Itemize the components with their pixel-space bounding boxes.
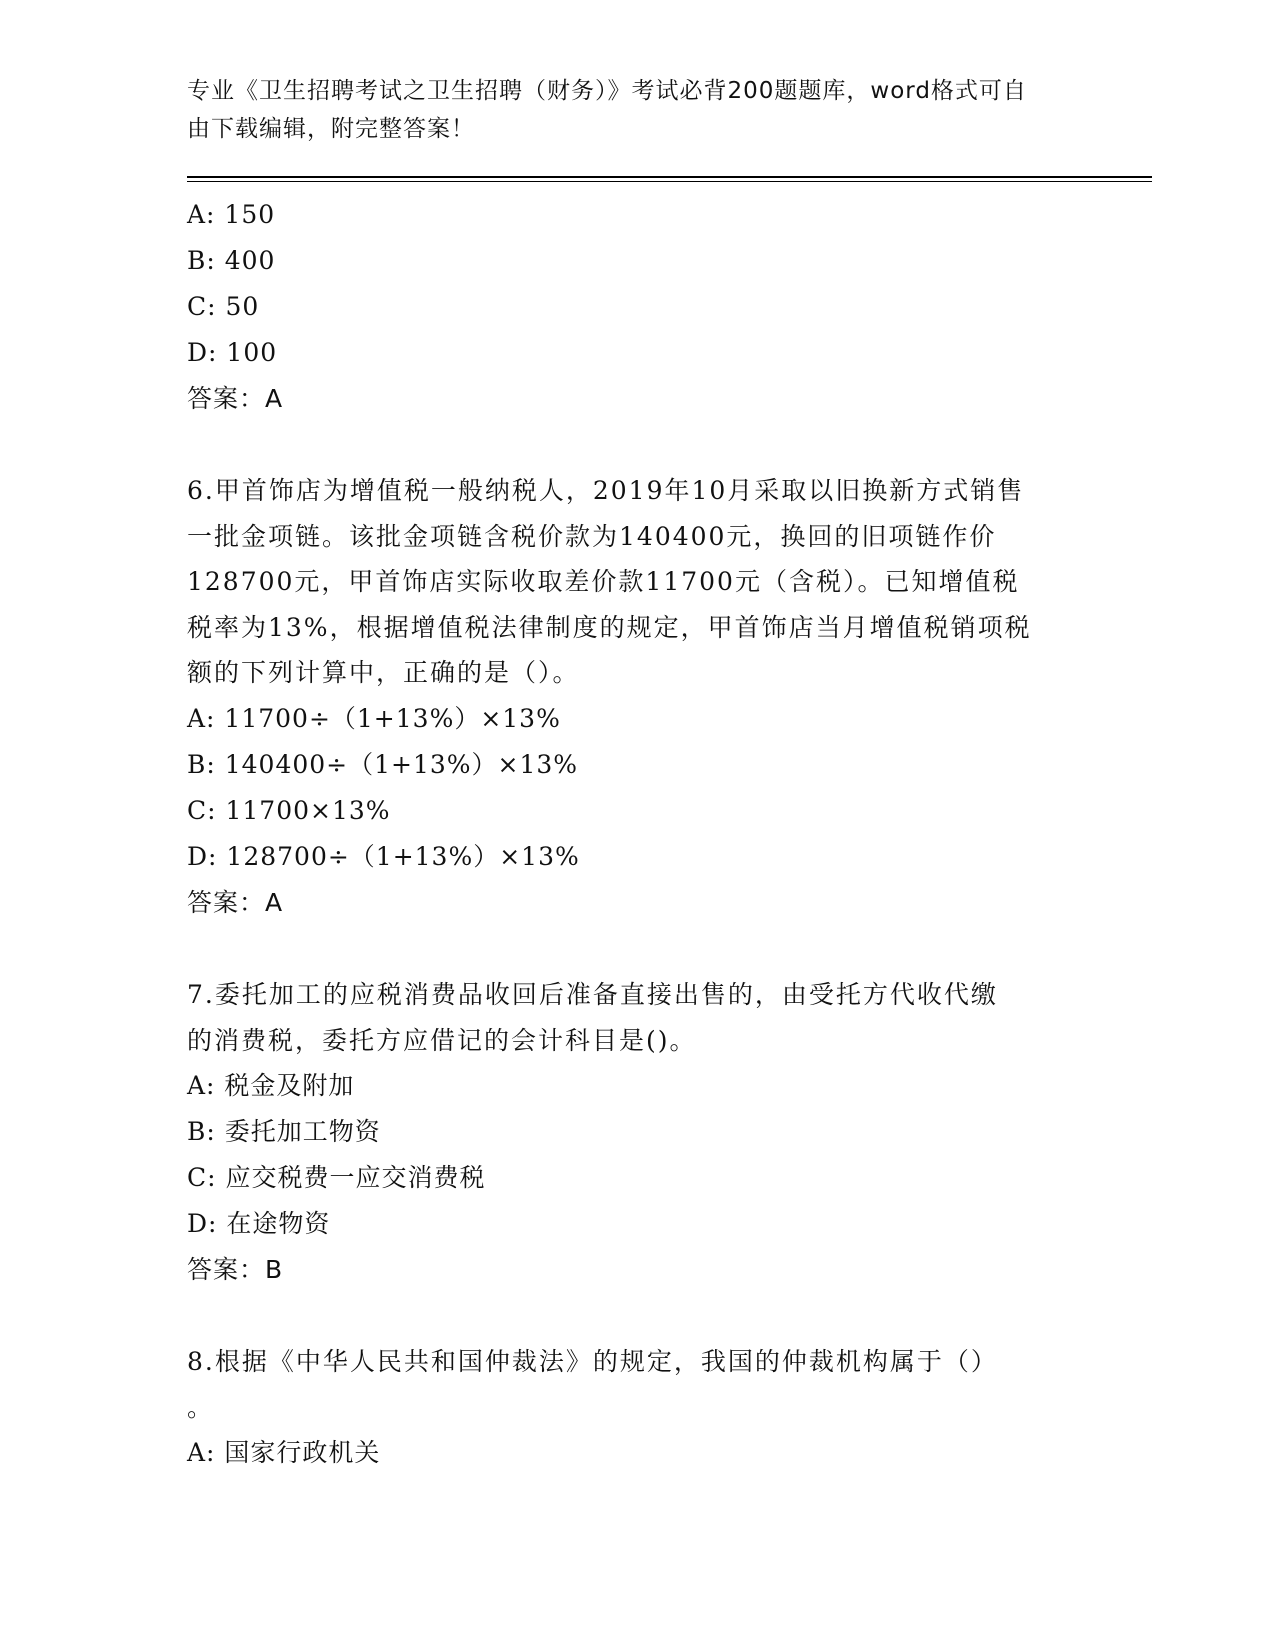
option-c: C: 50 (187, 292, 260, 321)
document-body (187, 192, 1087, 1476)
question-text-line: 128700元，甲首饰店实际收取差价款11700元（含税）。已知增值税 (187, 567, 1020, 597)
option-d: D: 在途物资 (187, 1209, 331, 1239)
header-line-2: 由下载编辑，附完整答案！ (187, 116, 475, 142)
option-b: B: 委托加工物资 (187, 1117, 381, 1147)
question-7 (187, 972, 1082, 1063)
header-line-1: 专业《卫生招聘考试之卫生招聘（财务）》考试必背200题题库，word格式可自 (187, 78, 1027, 104)
question-text-line: 额的下列计算中，正确的是（）。 (187, 658, 580, 688)
question-text-line: 7.委托加工的应税消费品收回后准备直接出售的，由受托方代收代缴 (187, 979, 998, 1009)
option-a: A: 150 (187, 200, 276, 229)
option-c: C: 应交税费一应交消费税 (187, 1163, 486, 1193)
option-a: A: 税金及附加 (187, 1071, 355, 1101)
answer: 答案：A (187, 384, 284, 413)
question-5-block (187, 192, 1087, 422)
question-text-line: 6.甲首饰店为增值税一般纳税人，2019年10月采取以旧换新方式销售 (187, 476, 1025, 505)
option-a: A: 国家行政机关 (187, 1438, 381, 1468)
option-d: D: 128700÷（1+13%）×13% (187, 841, 580, 871)
question-text-line: 税率为13%，根据增值税法律制度的规定，甲首饰店当月增值税销项税 (187, 612, 1032, 642)
document-header (187, 72, 1067, 148)
question-8 (187, 1339, 1082, 1430)
option-c: C: 11700×13% (187, 795, 391, 825)
question-text-line: 。 (187, 1392, 215, 1422)
answer: 答案：B (187, 1255, 284, 1285)
option-b: B: 140400÷（1+13%）×13% (187, 749, 579, 779)
option-d: D: 100 (187, 338, 278, 367)
question-6 (187, 468, 1082, 696)
question-text-line: 8.根据《中华人民共和国仲裁法》的规定，我国的仲裁机构属于（） (187, 1347, 998, 1377)
answer: 答案：A (187, 887, 284, 917)
option-b: B: 400 (187, 246, 276, 275)
header-divider-thick (187, 176, 1152, 178)
question-text-line: 一批金项链。该批金项链含税价款为140400元，换回的旧项链作价 (187, 521, 997, 551)
option-a: A: 11700÷（1+13%）×13% (187, 703, 561, 733)
question-text-line: 的消费税，委托方应借记的会计科目是()。 (187, 1025, 697, 1055)
header-divider-thin (187, 181, 1152, 182)
